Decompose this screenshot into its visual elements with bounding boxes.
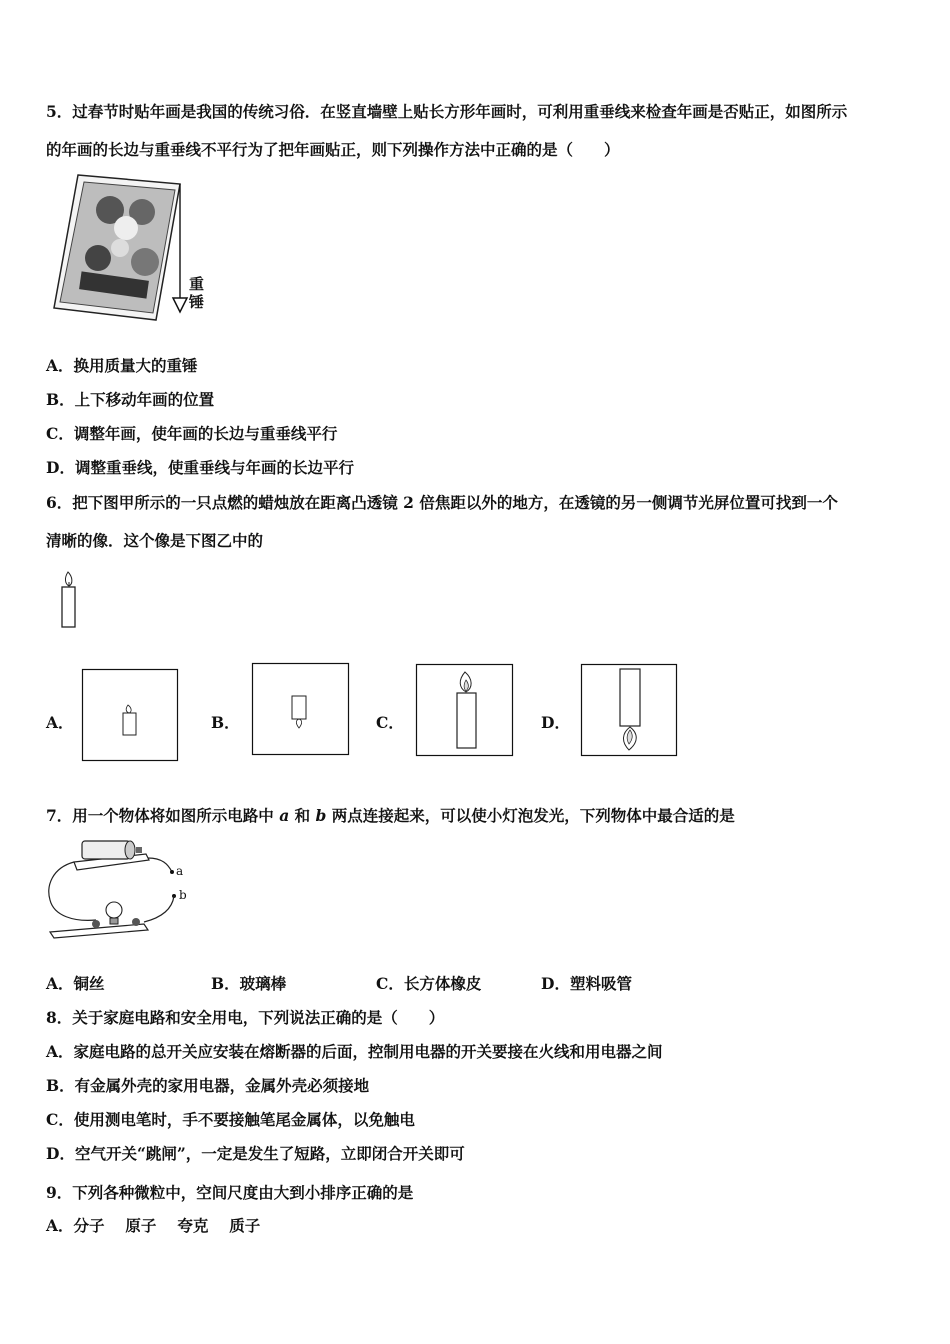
- q7-stem-and: 和: [289, 806, 316, 825]
- q5-stem-line1: 5．过春节时贴年画是我国的传统习俗．在竖直墙壁上贴长方形年画时，可利用重垂线来检查年画是否贴正，如图所示: [46, 102, 848, 121]
- q6-stem-line1: 6．把下图甲所示的一只点燃的蜡烛放在距离凸透镜 2 倍焦距以外的地方，在透镜的另一侧调节光屏位置可找到一个: [46, 493, 838, 512]
- q8-option-c: C．使用测电笔时，手不要接触笔尾金属体，以免触电: [46, 1110, 415, 1129]
- q5-stem-line2: 的年画的长边与重垂线不平行为了把年画贴正，则下列操作方法中正确的是（ ）: [46, 140, 620, 159]
- q7-option-c: C．长方体橡皮: [376, 974, 482, 993]
- q5-option-d: D．调整重垂线，使重垂线与年画的长边平行: [46, 458, 354, 477]
- q5-option-c: C．调整年画，使年画的长边与重垂线平行: [46, 424, 338, 443]
- q5-figure-label-2: 锤: [189, 293, 205, 311]
- q6-option-d-label: D．: [541, 713, 570, 732]
- q7-option-d: D．塑料吸管: [541, 974, 632, 993]
- q6-option-a-figure: [82, 669, 178, 761]
- circuit-point-b-label: b: [179, 888, 187, 902]
- q5-option-a: A．换用质量大的重锤: [46, 356, 198, 375]
- q8-stem: 8．关于家庭电路和安全用电，下列说法正确的是（ ）: [46, 1008, 445, 1027]
- q5-figure-label-1: 重: [189, 275, 205, 293]
- q6-option-b-label: B．: [211, 713, 240, 732]
- q7-stem-pre: 7．用一个物体将如图所示电路中: [46, 806, 280, 825]
- q8-option-d: D．空气开关“跳闸”，一定是发生了短路，立即闭合开关即可: [46, 1144, 465, 1163]
- q9-stem: 9．下列各种微粒中，空间尺度由大到小排序正确的是: [46, 1183, 414, 1202]
- q6-stem-line2: 清晰的像．这个像是下图乙中的: [46, 531, 264, 550]
- q6-option-b-figure: [252, 663, 349, 755]
- q8-option-b: B．有金属外壳的家用电器，金属外壳必须接地: [46, 1076, 370, 1095]
- q6-option-d-figure: [581, 664, 677, 756]
- q8-option-a: A．家庭电路的总开关应安装在熔断器的后面，控制用电器的开关要接在火线和用电器之间: [46, 1042, 663, 1061]
- q6-option-a-label: A．: [46, 713, 74, 732]
- q6-option-c-label: C．: [376, 713, 404, 732]
- q7-stem: [46, 806, 735, 826]
- circuit-point-a-label: a: [176, 864, 184, 878]
- q7-option-b: B．玻璃棒: [211, 974, 287, 993]
- q7-point-b-ref: b: [315, 806, 327, 825]
- q7-point-a-ref: a: [279, 806, 290, 825]
- q6-option-c-figure: [416, 664, 513, 756]
- q7-stem-post: 两点连接起来，可以使小灯泡发光，下列物体中最合适的是: [326, 806, 735, 825]
- q7-option-a: A．铜丝: [46, 974, 105, 993]
- candle-figure-jia: [58, 566, 82, 630]
- q9-option-a: A．分子 原子 夸克 质子: [46, 1216, 261, 1235]
- q5-option-b: B．上下移动年画的位置: [46, 390, 215, 409]
